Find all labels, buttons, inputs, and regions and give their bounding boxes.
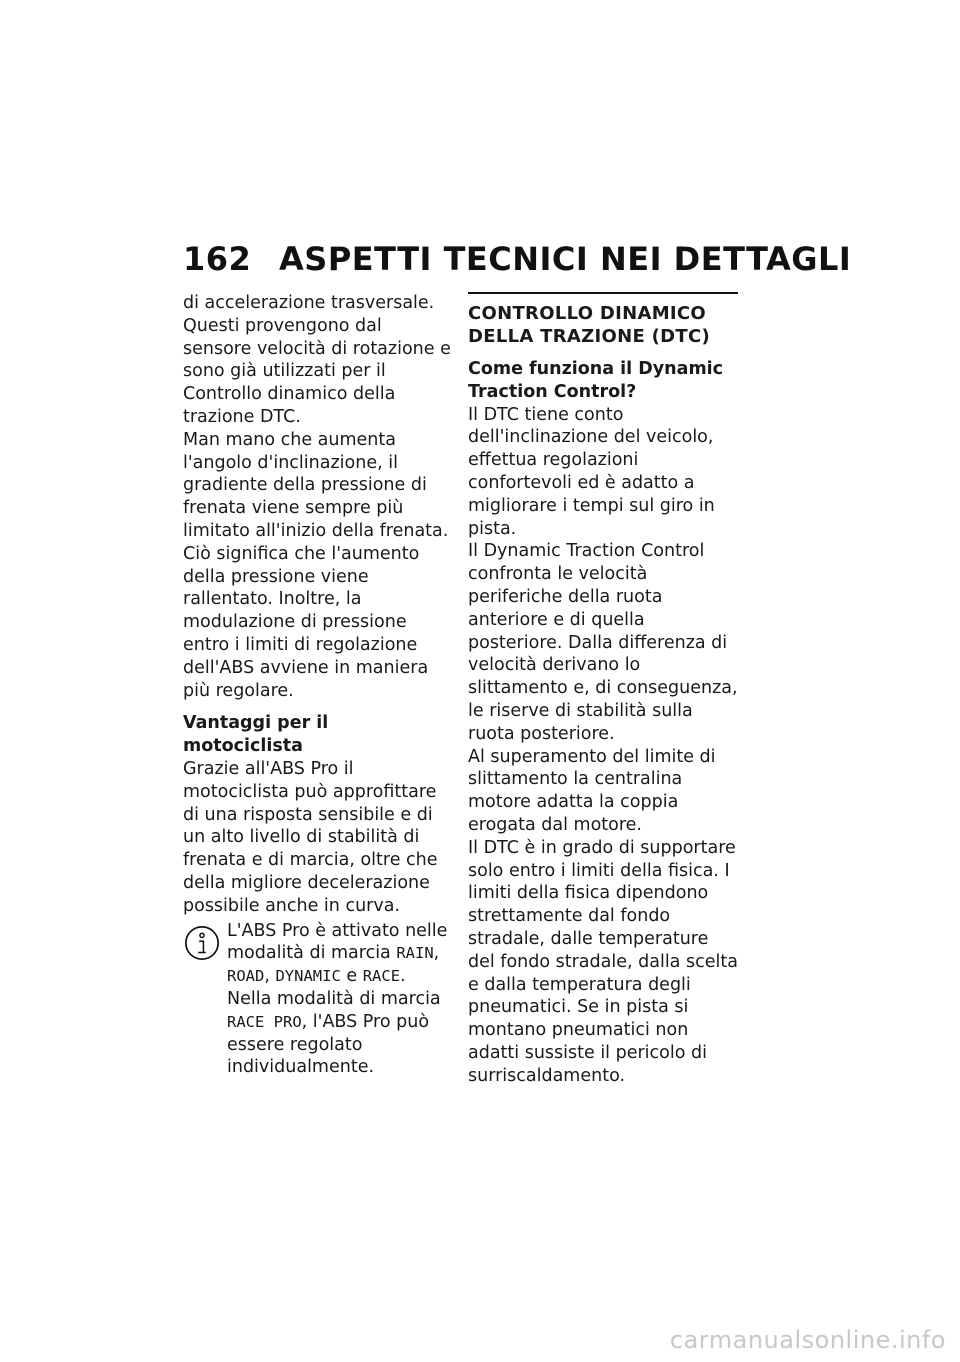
paragraph: Man mano che aumenta l'angolo d'inclinazione, il gradiente della pressione di frenata viene sempre più limitato all'inizio della frenata. Ciò significa che l'aumento della pressione viene rallentato. Inoltre, la modulazione di pressione entro i limiti di regolazione dell'ABS avviene in maniera più regolare. xyxy=(183,429,449,701)
mode-race: RACE xyxy=(362,967,401,986)
note-text: L'ABS Pro è attivato nelle modalità di marcia RAIN, ROAD, DYNAMIC e RACE. Nella modalità di marcia RACE PRO, l'ABS Pro può essere regolato individualmente. xyxy=(227,920,448,1078)
mode-road: ROAD xyxy=(227,967,265,986)
paragraph: Grazie all'ABS Pro il motociclista può approfittare di una risposta sensibile e di un alto livello di stabilità di frenata e di marcia, oltre che della migliore decelerazione possibile anche in curva. xyxy=(183,758,438,916)
left-column xyxy=(183,292,451,1079)
info-icon xyxy=(183,924,221,962)
info-note xyxy=(183,920,451,1080)
right-column xyxy=(468,292,738,1088)
mode-race-pro: RACE PRO xyxy=(227,1012,302,1031)
section-title-dtc: CONTROLLO DINAMICO DELLA TRAZIONE (DTC) xyxy=(468,303,711,347)
subheading-come-funziona: Come funziona il Dynamic Traction Control? xyxy=(468,359,724,402)
mode-rain: RAIN xyxy=(396,944,434,963)
watermark: carmanualsonline.info xyxy=(669,1326,946,1354)
page-number: 162 xyxy=(183,240,252,278)
paragraph: Questi provengono dal sensore velocità di rotazione e sono già utilizzati per il Controllo dinamico della trazione DTC. xyxy=(183,315,451,427)
paragraph: Al superamento del limite di slittamento la centralina motore adatta la coppia erogata dal motore. xyxy=(468,746,716,835)
paragraph: Il DTC è in grado di supportare solo entro i limiti della fisica. I limiti della fisica dipendono strettamente dal fondo stradale, dalle temperature del fondo stradale, dalla scelta e dalla temperatura degli pneumatici. Se in pista si montano pneumatici non adatti sussiste il pericolo di surriscaldamento. xyxy=(468,837,738,1086)
paragraph: Il Dynamic Traction Control confronta le velocità periferiche della ruota anteriore e di quella posteriore. Dalla differenza di velocità derivano lo slittamento e, di conseguenza, le riserve di stabilità sulla ruota posteriore. xyxy=(468,541,738,744)
paragraph: Il DTC tiene conto dell'inclinazione del veicolo, effettua regolazioni confortevoli ed è adatto a migliorare i tempi sul giro in pista. xyxy=(468,404,715,539)
page-title: ASPETTI TECNICI NEI DETTAGLI xyxy=(279,240,852,278)
section-rule xyxy=(468,292,738,296)
subheading-vantaggi: Vantaggi per il motociclista xyxy=(183,713,329,757)
paragraph: di accelerazione trasversale. xyxy=(183,293,435,313)
page-header xyxy=(183,240,851,278)
mode-dynamic: DYNAMIC xyxy=(275,967,341,986)
